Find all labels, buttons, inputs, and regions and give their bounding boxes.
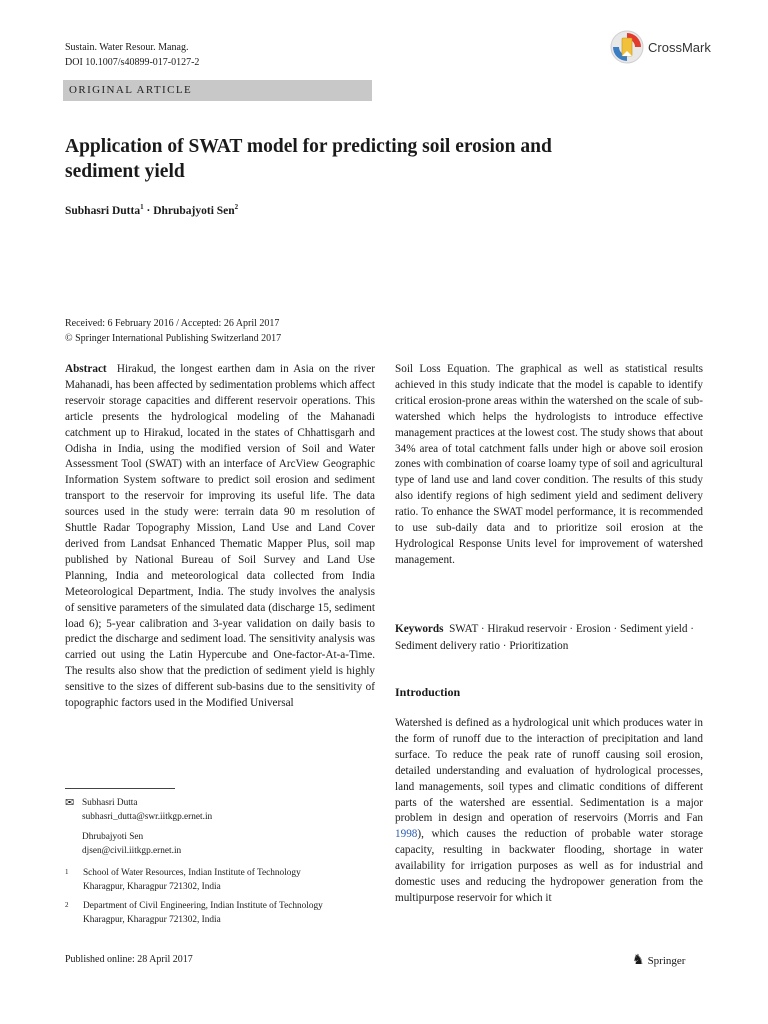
contact-email[interactable]: djsen@civil.iitkgp.ernet.in: [82, 845, 182, 856]
contact-name: Dhrubajyoti Sen: [82, 832, 144, 842]
doi: DOI 10.1007/s40899-017-0127-2: [65, 57, 200, 68]
springer-horse-icon: ♞: [632, 953, 645, 968]
keywords-heading: Keywords: [395, 623, 444, 635]
introduction-text: [395, 716, 703, 907]
author-affiliation-marker: 1: [140, 203, 144, 211]
crossmark-label: CrossMark: [648, 39, 711, 55]
envelope-icon: ✉: [65, 797, 75, 809]
affiliation-number: 2: [65, 901, 69, 909]
crossmark-badge[interactable]: [610, 30, 711, 64]
abstract-text-continued: Soil Loss Equation. The graphical as well as statistical results achieved in this study indicate that the model is capable to identify critical erosion-prone areas within the watershed on the scale of sub-watershed which helps the hydrologists to introduce effective management practices at the lowest cost. The study shows that about 34% area of total catchment falls under high or above soil erosion zones with combination of coarse loamy type of soil and agricultural type of land use and land cover condition. The results of this study also identify regions of high sediment yield and sediment delivery ratio. To enhance the SWAT model performance, it is recommended to use sub-daily data and to prioritize soil erosion at the Hydrological Response Units level for improvement of watershed management.: [395, 363, 703, 566]
author-affiliation-marker: 2: [234, 203, 239, 211]
author-separator: ·: [143, 204, 154, 217]
intro-text-part2: ), which causes the reduction of probable water storage capacity, resulting in backwater flooding, shortage in water availability for irrigation purposes as well as for industrial and domestic uses and reducing the hydropower generation from the multipurpose reservoir for which it: [395, 828, 703, 904]
article-title: Application of SWAT model for predicting soil erosion and sediment yield: [65, 136, 552, 182]
affiliation-text: School of Water Resources, Indian Institute of Technology Kharagpur, Kharagpur 721302, India: [83, 868, 301, 892]
published-online: Published online: 28 April 2017: [65, 954, 193, 965]
citation-link[interactable]: 1998: [395, 828, 418, 841]
copyright: © Springer International Publishing Switzerland 2017: [65, 333, 282, 344]
abstract-left: [65, 362, 375, 712]
journal-header: [65, 40, 199, 70]
affiliation: [65, 867, 375, 894]
affiliation-number: 1: [65, 868, 69, 876]
abstract-right: [395, 362, 703, 569]
footnote-divider: [65, 788, 175, 789]
received-accepted: Received: 6 February 2016 / Accepted: 26 April 2017: [65, 318, 280, 329]
article-dates: [65, 316, 375, 346]
corresponding-contacts: [65, 797, 212, 858]
contact-name: Subhasri Dutta: [82, 798, 138, 808]
crossmark-icon: [610, 30, 644, 64]
affiliation: [65, 900, 375, 927]
publisher-logo: [632, 952, 685, 969]
author-name[interactable]: Dhrubajyoti Sen: [153, 204, 235, 217]
keywords-text: SWAT · Hirakud reservoir · Erosion · Sediment yield · Sediment delivery ratio · Prioritization: [395, 623, 695, 652]
publisher-name: Springer: [647, 954, 686, 967]
abstract-heading: Abstract: [65, 363, 107, 375]
keywords: [395, 621, 703, 655]
article-type-banner: ORIGINAL ARTICLE: [63, 80, 372, 101]
abstract-text: Hirakud, the longest earthen dam in Asia on the river Mahanadi, has been affected by sedimentation problems which affect reservoir storage capacities and different reservoir operations. This article presents the hydrological modeling of the Mahanadi catchment up to Hirakud, located in the states of Chhattisgarh and Odisha in India, using the modified version of Soil and Water Assessment Tool (SWAT) with an interface of ArcView Geographic Information System software to predict soil erosion and sediment transport to the reservoir for improving its useful life. The data sources used in the study were: terrain data 90 m resolution of Shuttle Radar Topography Mission, Land Use and Land Cover derived from Landsat Enhanced Thematic Mapper Plus, soil map published by National Bureau of Soil Survey and Land Use Planning, India and meteorological data collected from India Meteorological Department, India. The study involves the analysis of sensitive parameters of the simulated data (discharge 15, sediment load 6); 5-year calibration and 3-year validation on daily basis to predict the discharge and sediment load. The sensitivity analysis was carried out using the Latin Hypercube and One-factor-At-a-Time. The results also show that the prediction of sediment yield is highly sensitive to the sizes of different sub-basins due to the sensitivity of topographic factors used in the Modified Universal: [65, 363, 376, 710]
intro-text-part1: Watershed is defined as a hydrological unit which produces water in the form of runoff due to the interaction of precipitation and land surface. To reduce the peak rate of runoff causing soil erosion, detailed understanding and evaluation of hydrological processes, land managements, soil types and climatic conditions of different parts of the watershed are essential. Sedimentation is a major problem in design and operation of reservoirs (Morris and Fan: [395, 717, 703, 825]
contact-email[interactable]: subhasri_dutta@swr.iitkgp.ernet.in: [82, 811, 213, 822]
affiliation-text: Department of Civil Engineering, Indian Institute of Technology Kharagpur, Kharagpur 721302, India: [83, 901, 323, 925]
journal-name: Sustain. Water Resour. Manag.: [65, 42, 189, 53]
author-list: [65, 203, 238, 217]
author-name[interactable]: Subhasri Dutta: [65, 204, 141, 217]
introduction-heading: Introduction: [395, 685, 461, 699]
